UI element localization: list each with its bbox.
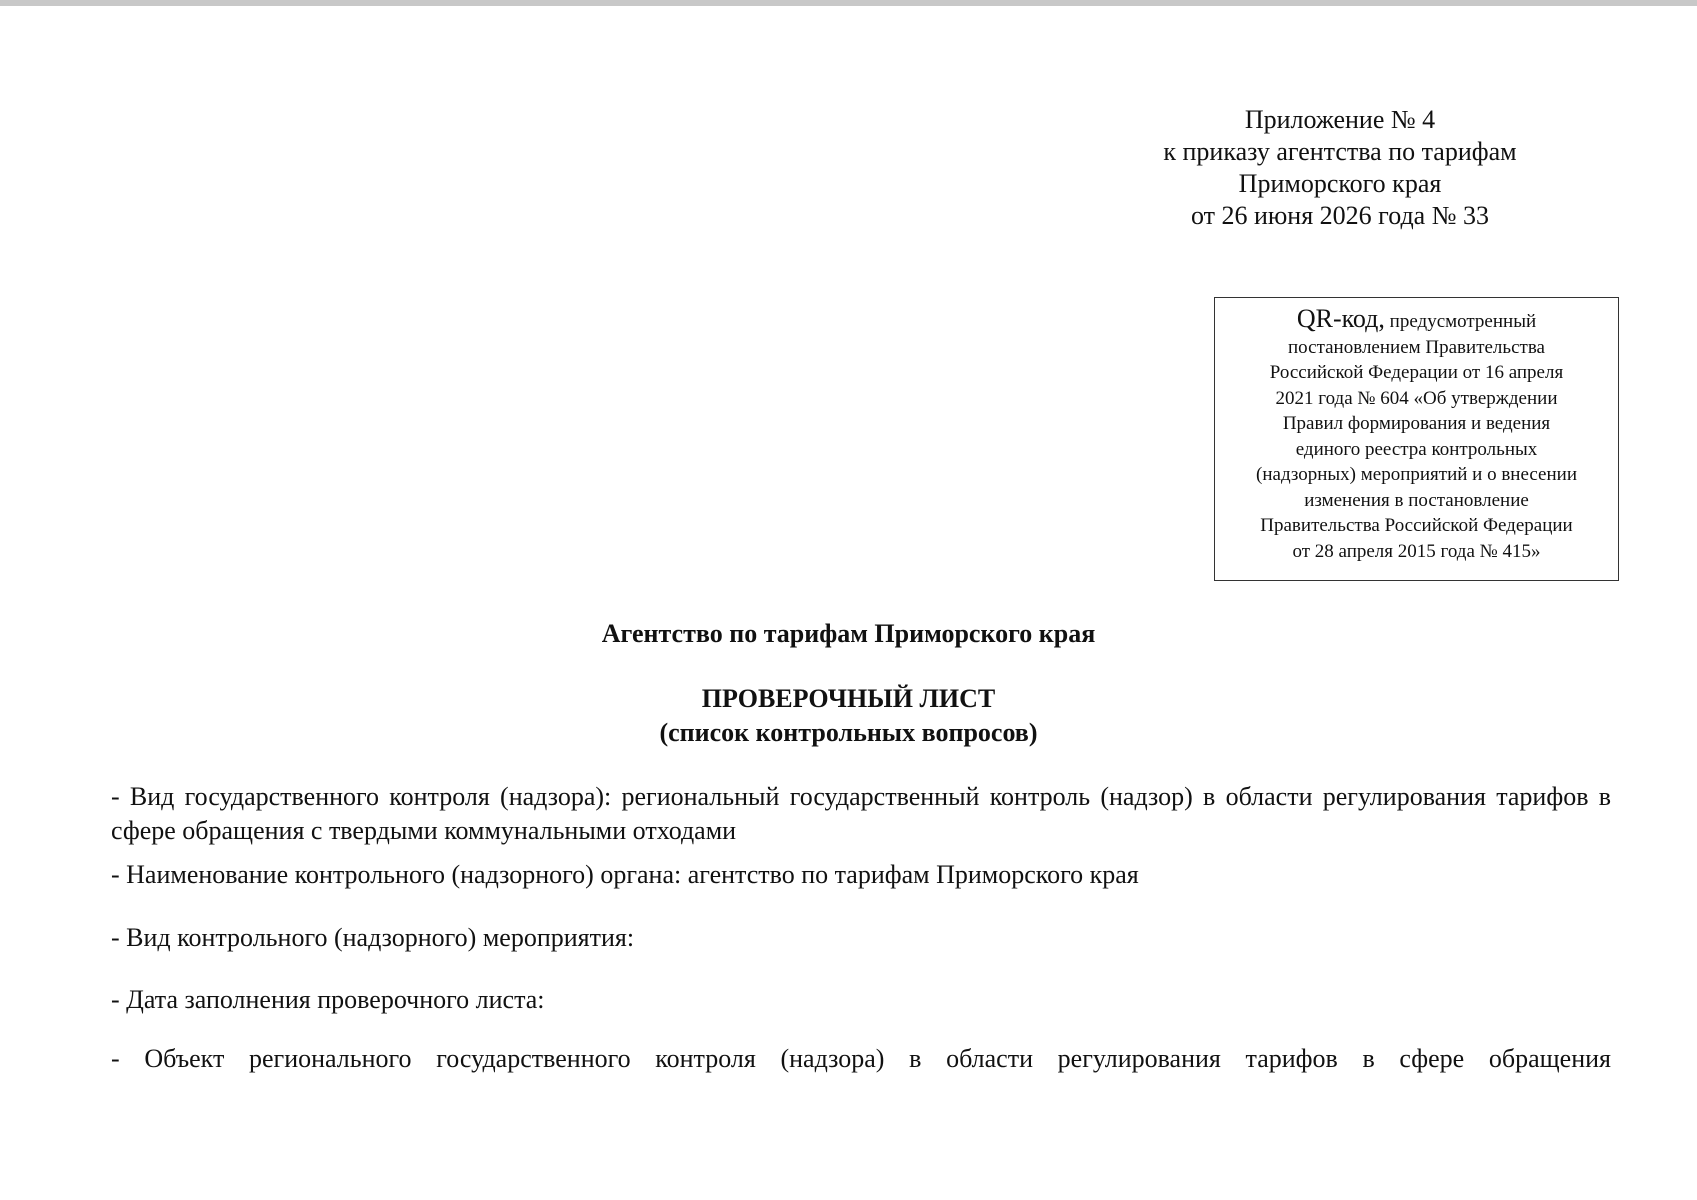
control-event-type-paragraph: - Вид контрольного (надзорного) мероприятия: bbox=[111, 923, 635, 952]
qr-box-line: Правительства Российской Федерации bbox=[1260, 515, 1573, 536]
qr-box-line: (надзорных) мероприятий и о внесении bbox=[1256, 464, 1577, 485]
qr-box-line: Правил формирования и ведения bbox=[1282, 413, 1551, 434]
annex-order-ref: к приказу агентства по тарифам bbox=[1163, 137, 1517, 166]
qr-box-line: изменения в постановление bbox=[1304, 489, 1529, 511]
qr-box-line: единого реестра контрольных bbox=[1295, 438, 1538, 460]
qr-box-line: предусмотренный bbox=[1389, 311, 1537, 332]
control-type-paragraph: - Вид государственного контроля (надзора): региональный государственный контроль (надзор) в области регулирования тарифов в сфере обращения с твердыми коммунальными отходами bbox=[111, 782, 1611, 845]
annex-header bbox=[1120, 104, 1560, 232]
qr-code-label: QR-код, bbox=[1296, 304, 1385, 333]
qr-box-line: Российской Федерации от 16 апреля bbox=[1269, 362, 1564, 383]
annex-region: Приморского края bbox=[1238, 169, 1442, 198]
control-object-paragraph: - Объект регионального государственного контроля (надзора) в области регулирования тарифов в сфере обращения bbox=[111, 1044, 1611, 1073]
fill-date-paragraph: - Дата заполнения проверочного листа: bbox=[111, 985, 545, 1014]
agency-name: Агентство по тарифам Приморского края bbox=[601, 619, 1096, 648]
qr-box-line: 2021 года № 604 «Об утверждении bbox=[1275, 387, 1558, 409]
qr-code-placeholder-box bbox=[1214, 297, 1619, 581]
document-heading bbox=[0, 682, 1697, 750]
qr-box-line: от 28 апреля 2015 года № 415» bbox=[1292, 540, 1541, 562]
document-subtitle: (список контрольных вопросов) bbox=[659, 718, 1038, 747]
qr-box-line: постановлением Правительства bbox=[1288, 336, 1545, 358]
document-title: ПРОВЕРОЧНЫЙ ЛИСТ bbox=[701, 684, 996, 713]
annex-date: от 26 июня 2026 года № 33 bbox=[1190, 201, 1490, 230]
annex-number: Приложение № 4 bbox=[1244, 105, 1436, 134]
scan-top-edge bbox=[0, 0, 1697, 6]
control-body-paragraph: - Наименование контрольного (надзорного) органа: агентство по тарифам Приморского края bbox=[111, 860, 1139, 889]
